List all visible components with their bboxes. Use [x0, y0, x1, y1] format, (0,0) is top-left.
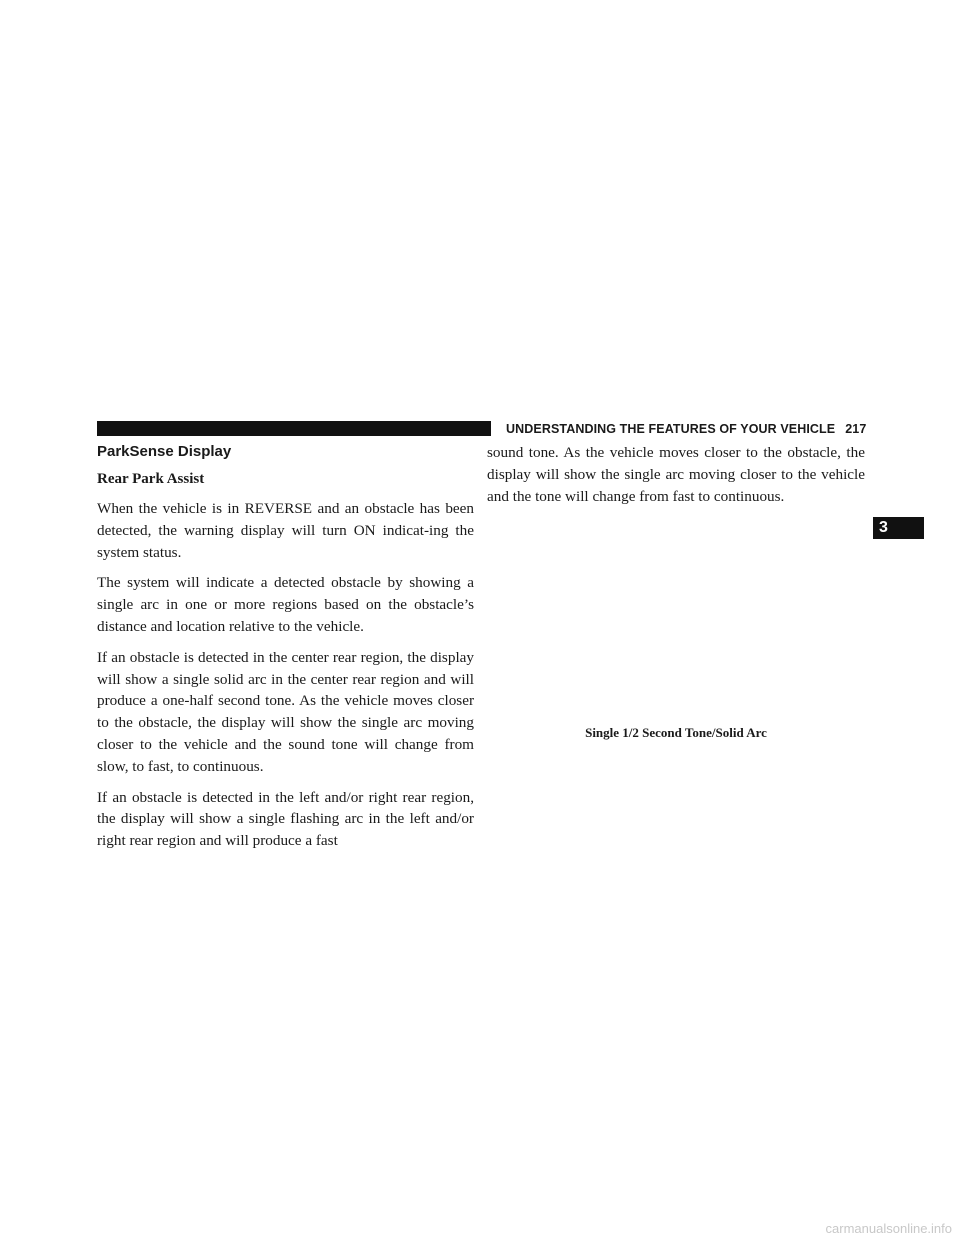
left-column [97, 468, 474, 861]
running-header-title: UNDERSTANDING THE FEATURES OF YOUR VEHICLE [506, 422, 836, 436]
page-number: 217 [845, 422, 867, 436]
running-header [506, 419, 866, 439]
paragraph-continued: sound tone. As the vehicle moves closer to the obstacle, the display will show the single arc moving closer to the vehicle and the tone will change from fast to continuous. [487, 444, 865, 505]
chapter-tab: 3 [873, 517, 924, 539]
header-rule-bar [97, 421, 491, 436]
paragraph-arc-regions: The system will indicate a detected obstacle by showing a single arc in one or more regions based on the obstacle’s distance and location relative to the vehicle. [97, 574, 474, 635]
section-heading: ParkSense Display [97, 443, 232, 460]
paragraph-center-rear: If an obstacle is detected in the center rear region, the display will show a single solid arc in the center rear region and will produce a one-half second tone. As the vehicle moves closer to the obstacle, the display will show the single arc moving closer to the vehicle and the sound tone will change from slow, to fast, to continuous. [97, 648, 474, 775]
paragraph-reverse-warning: When the vehicle is in REVERSE and an obstacle has been detected, the warning display will turn ON indicat-ing the system status. [97, 500, 474, 561]
right-column [487, 442, 865, 516]
sub-heading: Rear Park Assist [97, 471, 205, 487]
paragraph-left-right-rear: If an obstacle is detected in the left and/or right rear region, the display will show a single flashing arc in the left and/or right rear region and will produce a fast [97, 788, 474, 850]
figure-caption: Single 1/2 Second Tone/Solid Arc [585, 725, 767, 740]
watermark-text: carmanualsonline.info [825, 1221, 952, 1236]
